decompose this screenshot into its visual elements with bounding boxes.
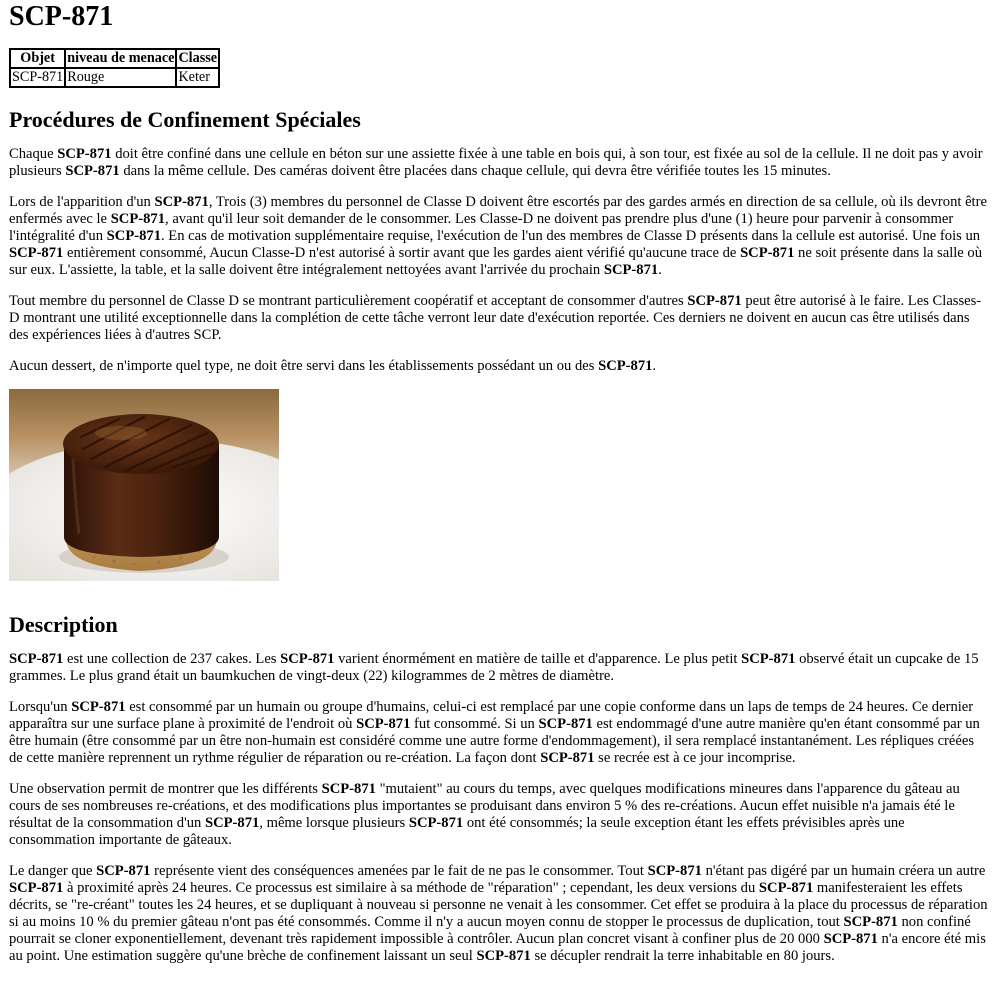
scp-reference: SCP-871 (741, 651, 796, 667)
article (0, 1, 1000, 965)
cell-classe: Keter (176, 68, 219, 87)
scp-reference: SCP-871 (408, 815, 464, 831)
scp-reference: SCP-871 (110, 211, 166, 227)
scp-reference: SCP-871 (758, 880, 814, 896)
header-objet: Objet (10, 49, 65, 68)
scp-reference: SCP-871 (823, 931, 878, 947)
procedures-paragraph-1: Chaque SCP-871 doit être confiné dans une cellule en béton sur une assiette fixée à une table en bois qui, à son tour, est fixée au sol de la cellule. Il ne doit pas y avoir plusieurs SCP-871 dans la même cellule. Des caméras doivent être placées dans chaque cellule, qui devra être vérifiée toutes les 15 minutes. (9, 146, 983, 179)
cake-photo (9, 389, 279, 581)
description-paragraph-4: Le danger que SCP-871 représente vient des conséquences amenées par le fait de ne pas le consommer. Tout SCP-871 n'étant pas digéré par un humain créera un autre SCP-871 à proximité après 24 heures. Ce processus est similaire à sa méthode de "réparation" ; cependant, les deux versions du SCP-871 manifesteraient les effets décrits, se "re-créant" toutes les 24 heures, et se dupliquant à nouveau si personne ne venait à les consommer. Cet effet se produira à la place du processus de réparation si au moins 10 % du premier gâteau n'ont pas été consommés. Comme il n'y a aucun moyen connu de stopper le processus de duplication, tout SCP-871 non confiné pourrait se cloner exponentiellement, devenant très rapidement impossible à contrôler. Aucun plan concret visant à confiner plus de 20 000 SCP-871 n'a encore été mis au point. Une estimation suggère qu'une brèche de confinement laissant un seul SCP-871 se décupler rendrait la terre inhabitable en 80 jours. (9, 863, 988, 964)
scp-reference: SCP-871 (687, 293, 742, 309)
scp-reference: SCP-871 (65, 163, 120, 179)
scp-reference: SCP-871 (598, 358, 653, 374)
scp-reference: SCP-871 (57, 146, 112, 162)
procedures-paragraph-2: Lors de l'apparition d'un SCP-871, Trois (3) membres du personnel de Classe D doivent être escortés par des gardes armés en direction de sa cellule, où ils devront être enfermés avec le SCP-871, avant qu'il leur soit demander de le consommer. Les Classe-D ne doivent pas prendre plus d'une (1) heure pour parvenir à consommer l'intégralité d'un SCP-871. En cas de motivation supplémentaire requise, l'exécution de l'un des membres de Classe D présents dans la cellule est autorisé. Une fois un SCP-871 entièrement consommé, Aucun Classe-D n'est autorisé à sortir avant que les gardes aient vérifié qu'aucune trace de SCP-871 ne soit présente dans la salle où sur eux. L'assiette, la table, et la salle doivent être intégralement nettoyées avant l'arrivée du prochain SCP-871. (9, 194, 987, 278)
scp-reference: SCP-871 (843, 914, 898, 930)
scp-reference: SCP-871 (603, 262, 659, 278)
cell-objet: SCP-871 (12, 69, 64, 85)
scp-reference: SCP-871 (321, 781, 376, 797)
description-heading: Description (9, 612, 118, 637)
scp-reference: SCP-871 (106, 228, 161, 244)
scp-reference: SCP-871 (204, 815, 260, 831)
scp-reference: SCP-871 (9, 880, 64, 896)
scp-reference: SCP-871 (9, 651, 64, 667)
scp-reference: SCP-871 (476, 948, 531, 964)
scp-reference: SCP-871 (154, 194, 209, 210)
scp-reference: SCP-871 (280, 651, 335, 667)
table-row (10, 68, 219, 87)
scp-reference: SCP-871 (71, 699, 126, 715)
procedures-paragraph-3: Tout membre du personnel de Classe D se montrant particulièrement coopératif et acceptant de consommer d'autres SCP-871 peut être autorisé à le faire. Les Classes-D montrant une utilité exceptionnelle dans la complétion de cette tâche verront leur date d'exécution reportée. Ces derniers ne doivent en aucun cas être utilisés dans des expériences liées à d'autres SCP. (9, 293, 982, 343)
scp-reference: SCP-871 (96, 863, 151, 879)
description-paragraph-1: SCP-871 est une collection de 237 cakes. Les SCP-871 varient énormément en matière de taille et d'apparence. Le plus petit SCP-871 observé était un cupcake de 15 grammes. Le plus grand était un baumkuchen de vingt-deux (22) kilogrammes de 2 mètres de diamètre. (9, 651, 979, 684)
object-info-table (9, 48, 220, 88)
scp-reference: SCP-871 (9, 245, 64, 261)
description-paragraph-2: Lorsqu'un SCP-871 est consommé par un humain ou groupe d'humains, celui-ci est remplacé par une copie conforme dans un laps de temps de 24 heures. Ce dernier apparaîtra sur une surface plane à proximité de l'endroit où SCP-871 fut consommé. Si un SCP-871 est endommagé d'une autre manière qu'en étant consommé par un être humain (être consommé par un être non-humain est considéré comme une autre forme d'endommagement), il sera remplacé instantanément. Les répliques créées de cette manière reprennent un rythme régulier de réparation ou re-création. La façon dont SCP-871 se recrée est à ce jour incomprise. (9, 699, 980, 766)
page-title: SCP-871 (9, 1, 114, 32)
scp-reference: SCP-871 (540, 750, 595, 766)
scp-reference: SCP-871 (647, 863, 702, 879)
scp-reference: SCP-871 (356, 716, 411, 732)
header-niveau-de-menace: niveau de menace (67, 50, 175, 66)
scp-reference: SCP-871 (740, 245, 795, 261)
cell-niveau-de-menace: Rouge (65, 68, 176, 87)
procedures-heading: Procédures de Confinement Spéciales (9, 107, 361, 132)
header-classe: Classe (178, 50, 218, 66)
scp-reference: SCP-871 (538, 716, 593, 732)
description-paragraph-3: Une observation permit de montrer que les différents SCP-871 "mutaient" au cours du temps, avec quelques modifications mineures dans l'apparence du gâteau au cours de ses nombreuses re-créations, et des modifications plus importantes se produisant dans environ 5 % des re-créations. Aucun effet nuisible n'a jamais été le résultat de la consommation d'un SCP-871, même lorsque plusieurs SCP-871 ont été consommés; la seule exception étant les effets prévisibles après une consommation importante de gâteaux. (9, 781, 960, 848)
procedures-paragraph-4: Aucun dessert, de n'importe quel type, ne doit être servi dans les établissements possédant un ou des SCP-871. (9, 358, 657, 374)
table-header-row (10, 49, 219, 68)
